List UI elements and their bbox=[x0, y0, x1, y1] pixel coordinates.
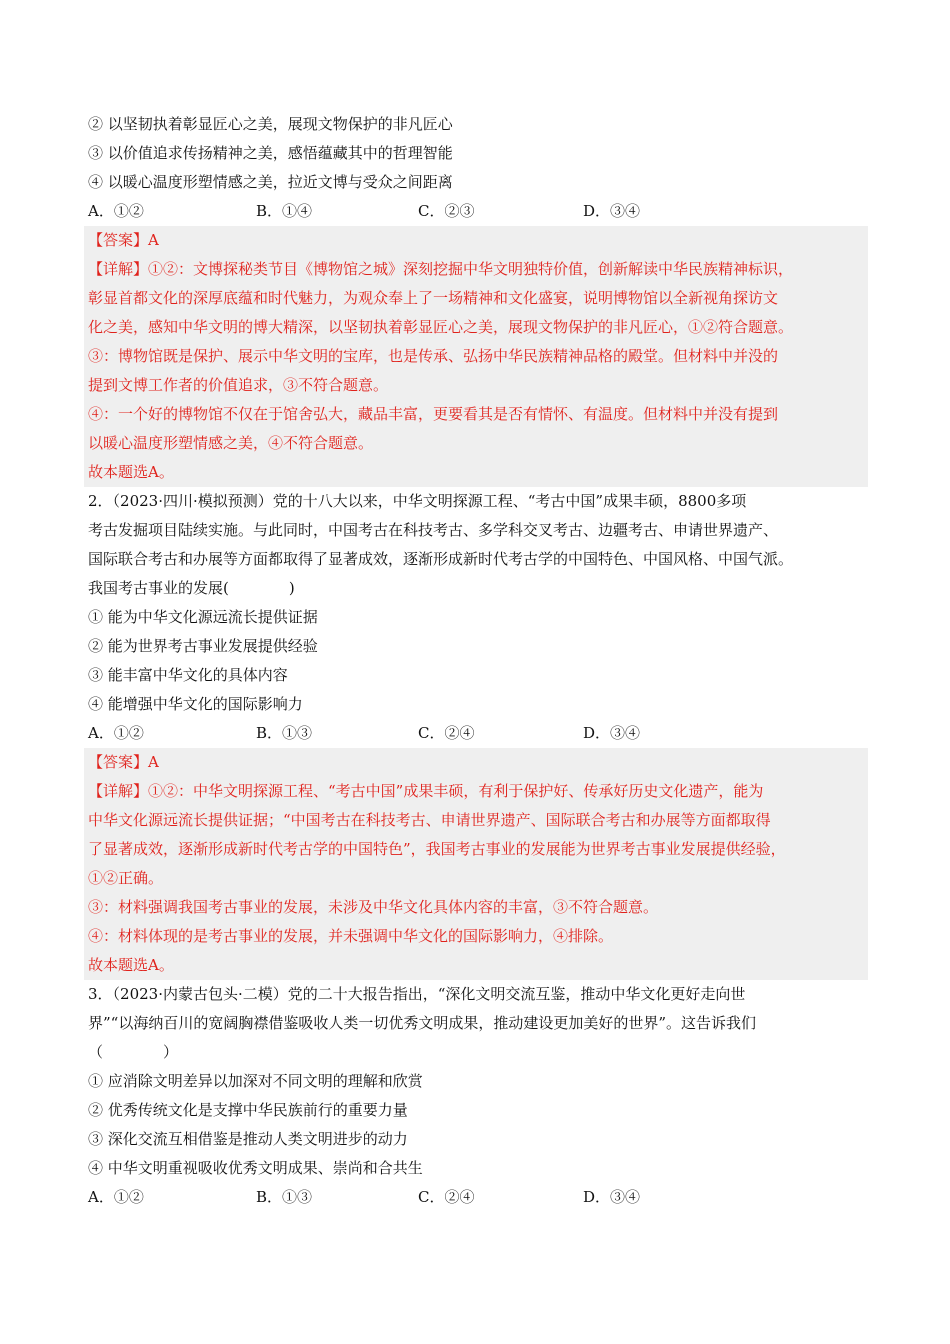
q1-choices bbox=[88, 197, 868, 226]
choice-b: B．①③ bbox=[256, 1188, 313, 1206]
q3-options bbox=[88, 1067, 868, 1183]
stem-line: 界”“以海纳百川的宽阔胸襟借鉴吸收人类一切优秀文明成果，推动建设更加美好的世界”。这告诉我们 bbox=[88, 1014, 757, 1032]
q2-options bbox=[88, 603, 868, 719]
option-line: ② 优秀传统文化是支撑中华民族前行的重要力量 bbox=[88, 1101, 408, 1119]
explanation-line: ④：材料体现的是考古事业的发展，并未强调中华文化的国际影响力，④排除。 bbox=[88, 927, 614, 945]
answer-line: 【答案】A bbox=[88, 753, 159, 771]
q2-answer-block bbox=[84, 748, 868, 980]
choice-b: B．①③ bbox=[256, 724, 313, 742]
choice-d: D．③④ bbox=[583, 1188, 641, 1206]
choice-b: B．①④ bbox=[256, 202, 313, 220]
explanation-line: 【详解】①②：文博探秘类节目《博物馆之城》深刻挖掘中华文明独特价值，创新解读中华民族精神标识， bbox=[88, 260, 794, 278]
choice-a: A．①② bbox=[88, 1188, 144, 1206]
explanation-line: ③：博物馆既是保护、展示中华文明的宝库，也是传承、弘扬中华民族精神品格的殿堂。但材料中并没的 bbox=[88, 347, 779, 365]
option-line: ③ 深化交流互相借鉴是推动人类文明进步的动力 bbox=[88, 1130, 408, 1148]
stem-line: 2．（2023·四川·模拟预测）党的十八大以来，中华文明探源工程、“考古中国”成果丰硕，8800多项 bbox=[88, 492, 747, 510]
choice-d: D．③④ bbox=[583, 724, 641, 742]
explanation-line: 化之美，感知中华文明的博大精深，以坚韧执着彰显匠心之美，展现文物保护的非凡匠心，①②符合题意。 bbox=[88, 318, 794, 336]
stem-line: 国际联合考古和办展等方面都取得了显著成效，逐渐形成新时代考古学的中国特色、中国风格、中国气派。 bbox=[88, 550, 794, 568]
choice-a: A．①② bbox=[88, 724, 144, 742]
conclusion-line: 故本题选A。 bbox=[88, 463, 174, 481]
q2-stem bbox=[88, 487, 868, 603]
option-line: ③ 以价值追求传扬精神之美，感悟蕴藏其中的哲理智能 bbox=[88, 144, 453, 162]
choice-a: A．①② bbox=[88, 202, 144, 220]
choice-c: C．②④ bbox=[418, 724, 475, 742]
option-line: ④ 以暖心温度形塑情感之美，拉近文博与受众之间距离 bbox=[88, 173, 453, 191]
stem-line: 我国考古事业的发展( ) bbox=[88, 579, 295, 597]
explanation-line: 彰显首都文化的深厚底蕴和时代魅力，为观众奉上了一场精神和文化盛宴，说明博物馆以全新视角探访文 bbox=[88, 289, 779, 307]
choice-c: C．②④ bbox=[418, 1188, 475, 1206]
q1-options bbox=[88, 110, 868, 197]
stem-line: 3．（2023·内蒙古包头·二模）党的二十大报告指出，“深化文明交流互鉴，推动中华文化更好走向世 bbox=[88, 985, 746, 1003]
q1-answer-block bbox=[84, 226, 868, 487]
stem-line: 考古发掘项目陆续实施。与此同时，中国考古在科技考古、多学科交叉考古、边疆考古、申请世界遗产、 bbox=[88, 521, 779, 539]
option-line: ④ 能增强中华文化的国际影响力 bbox=[88, 695, 303, 713]
conclusion-line: 故本题选A。 bbox=[88, 956, 174, 974]
explanation-line: ④：一个好的博物馆不仅在于馆舍弘大，藏品丰富，更要看其是否有情怀、有温度。但材料中并没有提到 bbox=[88, 405, 779, 423]
option-line: ② 以坚韧执着彰显匠心之美，展现文物保护的非凡匠心 bbox=[88, 115, 453, 133]
option-line: ① 应消除文明差异以加深对不同文明的理解和欣赏 bbox=[88, 1072, 423, 1090]
explanation-line: 以暖心温度形塑情感之美，④不符合题意。 bbox=[88, 434, 374, 452]
explanation-line: ①②正确。 bbox=[88, 869, 164, 887]
option-line: ③ 能丰富中华文化的具体内容 bbox=[88, 666, 288, 684]
explanation-line: 中华文化源远流长提供证据；“中国考古在科技考古、申请世界遗产、国际联合考古和办展等方面都取得 bbox=[88, 811, 771, 829]
q2-choices bbox=[88, 719, 868, 748]
choice-c: C．②③ bbox=[418, 202, 475, 220]
answer-line: 【答案】A bbox=[88, 231, 159, 249]
option-line: ④ 中华文明重视吸收优秀文明成果、崇尚和合共生 bbox=[88, 1159, 423, 1177]
choice-d: D．③④ bbox=[583, 202, 641, 220]
q3-stem bbox=[88, 980, 868, 1067]
q3-choices bbox=[88, 1183, 868, 1212]
option-line: ② 能为世界考古事业发展提供经验 bbox=[88, 637, 318, 655]
option-line: ① 能为中华文化源远流长提供证据 bbox=[88, 608, 318, 626]
explanation-line: 【详解】①②：中华文明探源工程、“考古中国”成果丰硕，有利于保护好、传承好历史文化遗产，能为 bbox=[88, 782, 764, 800]
explanation-line: ③：材料强调我国考古事业的发展，未涉及中华文化具体内容的丰富，③不符合题意。 bbox=[88, 898, 659, 916]
explanation-line: 提到文博工作者的价值追求，③不符合题意。 bbox=[88, 376, 389, 394]
stem-line: （ ） bbox=[88, 1043, 179, 1061]
exam-page bbox=[88, 110, 868, 1212]
explanation-line: 了显著成效，逐渐形成新时代考古学的中国特色”，我国考古事业的发展能为世界考古事业发展提供经验， bbox=[88, 840, 786, 858]
